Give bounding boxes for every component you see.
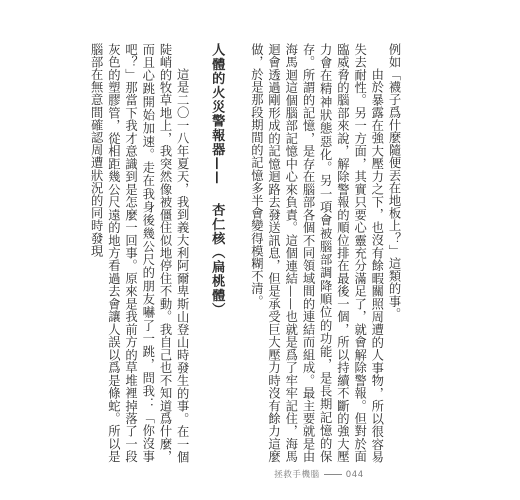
paragraph-alps-story: 這是二〇一八年夏天，我到義大利阿爾卑斯山登山時發生的事。在一個陡峭的牧草地上，我突然像被僵住似地停住不動。我自己也不知道爲什麼，而且心跳開始加速。走在我身後幾公尺的朋友嚇了一跳，問我：「你沒事吧？」那當下我才意識到是怎麼一回事。原來是我前方的草堆裡掉落了一段灰色的塑膠管，從相距幾公尺遠的地方看過去會讓人誤以爲是條蛇。所以是腦部在無意間確認周遭狀況的同時發現 bbox=[89, 43, 190, 463]
section-dash: —— bbox=[209, 156, 225, 185]
section-title: 人體的火災警報器 bbox=[209, 43, 225, 157]
section-heading bbox=[208, 43, 225, 463]
footer-page-number: 044 bbox=[345, 470, 364, 480]
paragraph-stress-memory: 由於暴露在強大壓力之下，也沒有餘暇關照周遭的人事物，所以很容易失去耐性。另一方面，其實只要心靈充分滿足了，就會解除警報。但對於面臨威脅的腦部來說，解除警報的順位排在最後一個，所以持續不斷的強大壓力會在精神狀態惡化。另一項會被腦部調降順位的功能，是長期記憶的保存。所謂的記憶，是存在腦部各個不同領域間的連結而組成。最主要就是由海馬迴這個腦部記憶中心來負責。這個連結——也就是爲了牢牢記住，海馬迴會透過剛形成的記憶迴路去發送訊息，但是承受巨大壓力時沒有餘力這麼做，於是那段期間的記憶多半會變得模糊不清。 bbox=[249, 43, 384, 463]
footer-book-title: 拯救手機腦 bbox=[274, 470, 320, 480]
section-subtitle: 杏仁核（扁桃體） bbox=[209, 202, 225, 317]
page-footer bbox=[0, 468, 520, 480]
section-spacer bbox=[190, 43, 198, 463]
body-text-block bbox=[89, 43, 402, 463]
section-spacer bbox=[239, 43, 247, 463]
paragraph-opening: 例如「襪子爲什麼隨便丟在地板上？」這類的事。 bbox=[387, 43, 401, 321]
footer-separator bbox=[324, 474, 342, 475]
